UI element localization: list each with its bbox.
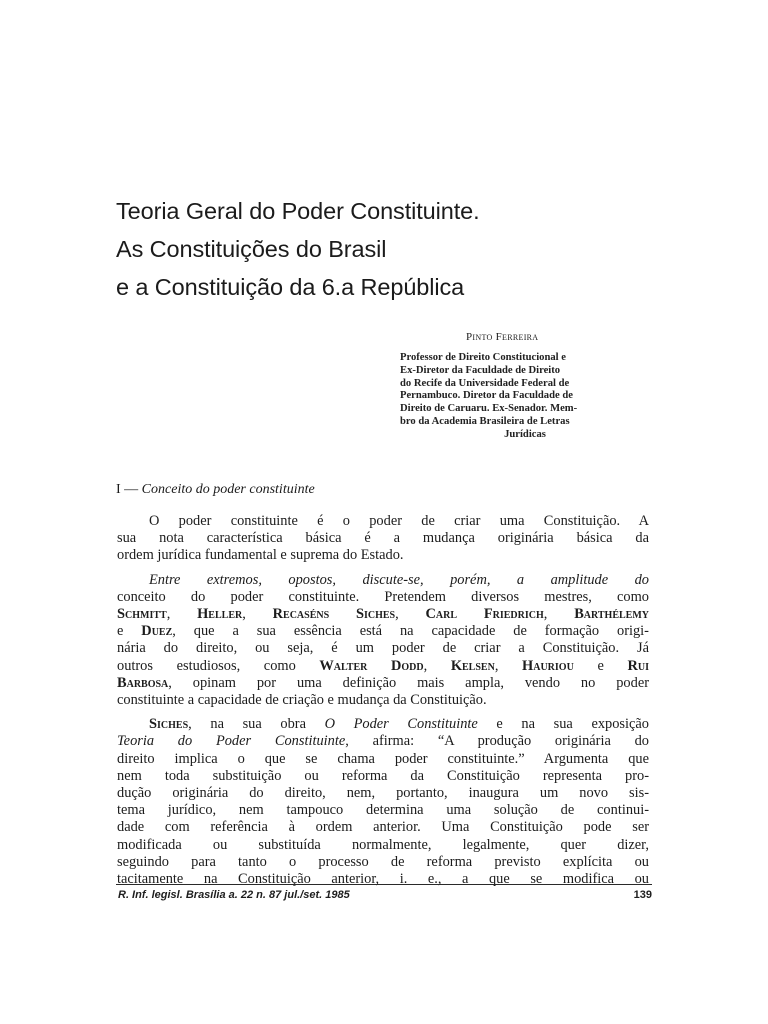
text-line: dade com referência à ordem anterior. Uma Constituição pode ser: [117, 819, 649, 836]
text-line: ordem jurídica fundamental e suprema do Estado.: [117, 547, 404, 564]
page-footer: [118, 889, 652, 901]
bio-line: bro da Academia Brasileira de Letras: [400, 415, 570, 427]
text-line: seguindo para tanto o processo de reforma previsto explícita ou: [117, 853, 649, 870]
separator: ,: [166, 606, 198, 623]
author-reference: Carl Friedrich: [425, 606, 544, 623]
separator: ,: [395, 606, 426, 623]
text-line: [117, 658, 649, 675]
work-title: O Poder Constituinte: [324, 716, 478, 733]
author-reference: Duez: [141, 623, 173, 640]
text-line: nária do direito, ou seja, é um poder de criar a Constituição. Já: [117, 640, 649, 657]
paragraph-3: [117, 716, 649, 888]
text-line: O poder constituinte é o poder de criar uma Constituição. A: [149, 513, 649, 529]
text-fragment: , na sua obra: [188, 716, 325, 733]
bio-line: do Recife da Universidade Federal de: [400, 377, 570, 389]
author-name: Pinto Ferreira: [466, 331, 539, 343]
text-line: sua nota característica básica é a mudança originária básica da: [117, 530, 649, 547]
separator: ,: [494, 657, 523, 674]
author-reference: Barthélemy: [574, 606, 649, 623]
title-line: e a Constituição da 6.a República: [116, 274, 465, 300]
text-fragment: , afirma: “A produção originária do: [345, 733, 649, 750]
text-line: nem toda substituição ou reforma da Constituição representa pro-: [117, 767, 649, 784]
text-line: tema jurídico, nem tampouco determina uma solução de continui-: [117, 802, 649, 819]
text-line: modificada ou substituída normalmente, legalmente, quer dizer,: [117, 836, 649, 853]
text-fragment: , que a sua essência está na capacidade de formação origi-: [172, 623, 649, 640]
section-title: Conceito do poder constituinte: [141, 482, 315, 497]
text-fragment: , opinam por uma definição mais ampla, vendo no poder: [168, 674, 649, 691]
author-reference: Schmitt: [117, 606, 167, 623]
separator: ,: [423, 657, 451, 674]
text-line: Entre extremos, opostos, discute-se, porém, a amplitude do: [149, 571, 649, 588]
bio-line: Professor de Direito Constitucional e: [400, 352, 566, 363]
title-line: Teoria Geral do Poder Constituinte.: [116, 198, 480, 224]
text-line: [117, 716, 649, 733]
text-line: constituinte a capacidade de criação e mudança da Constituição.: [117, 692, 487, 709]
article-body: [117, 513, 649, 895]
text-line: [117, 623, 649, 640]
footer-divider: [116, 884, 652, 885]
bio-line: Ex-Diretor da Faculdade de Direito: [400, 364, 561, 376]
author-reference: Kelsen: [450, 657, 495, 674]
text-line: [117, 675, 649, 692]
author-reference: Siches: [149, 716, 189, 733]
text-fragment: e: [117, 623, 142, 640]
paragraph-1: [117, 513, 649, 565]
author-reference: Hauriou: [522, 657, 574, 674]
bio-line: Direito de Caruaru. Ex-Senador. Mem-: [400, 403, 578, 415]
text-fragment: outros estudiosos, como: [117, 657, 320, 674]
text-fragment: e na sua exposição: [477, 716, 649, 733]
page-number: 139: [633, 889, 652, 901]
text-fragment: e: [573, 657, 628, 674]
text-line: [117, 733, 649, 750]
author-bio: [400, 352, 650, 442]
separator: ,: [543, 606, 575, 623]
section-heading: [116, 482, 656, 498]
work-title: Teoria do Poder Constituinte: [117, 733, 346, 750]
paragraph-2: [117, 572, 649, 710]
article-title: [116, 192, 676, 306]
author-reference: Recaséns Siches: [272, 606, 396, 623]
author-reference: Heller: [197, 606, 243, 623]
separator: ,: [242, 606, 273, 623]
text-line: conceito do poder constituinte. Pretendem diversos mestres, como: [117, 588, 649, 605]
text-line: [117, 606, 649, 623]
author-reference: Barbosa: [117, 674, 169, 691]
bio-line: Pernambuco. Diretor da Faculdade de: [400, 390, 573, 402]
text-line: direito implica o que se chama poder constituinte.” Argumenta que: [117, 750, 649, 767]
bio-line: Jurídicas: [504, 428, 546, 440]
text-line: dução originária do direito, nem, portanto, inaugura um novo sis-: [117, 785, 649, 802]
author-reference: Rui: [627, 657, 649, 674]
title-line: As Constituições do Brasil: [116, 236, 387, 262]
text-line: tacitamente na Constituição anterior, i. e., a que se modifica ou: [117, 871, 649, 888]
section-number: I —: [116, 482, 139, 497]
author-reference: Walter Dodd: [319, 657, 424, 674]
journal-citation: R. Inf. legisl. Brasília a. 22 n. 87 jul./set. 1985: [118, 889, 350, 901]
